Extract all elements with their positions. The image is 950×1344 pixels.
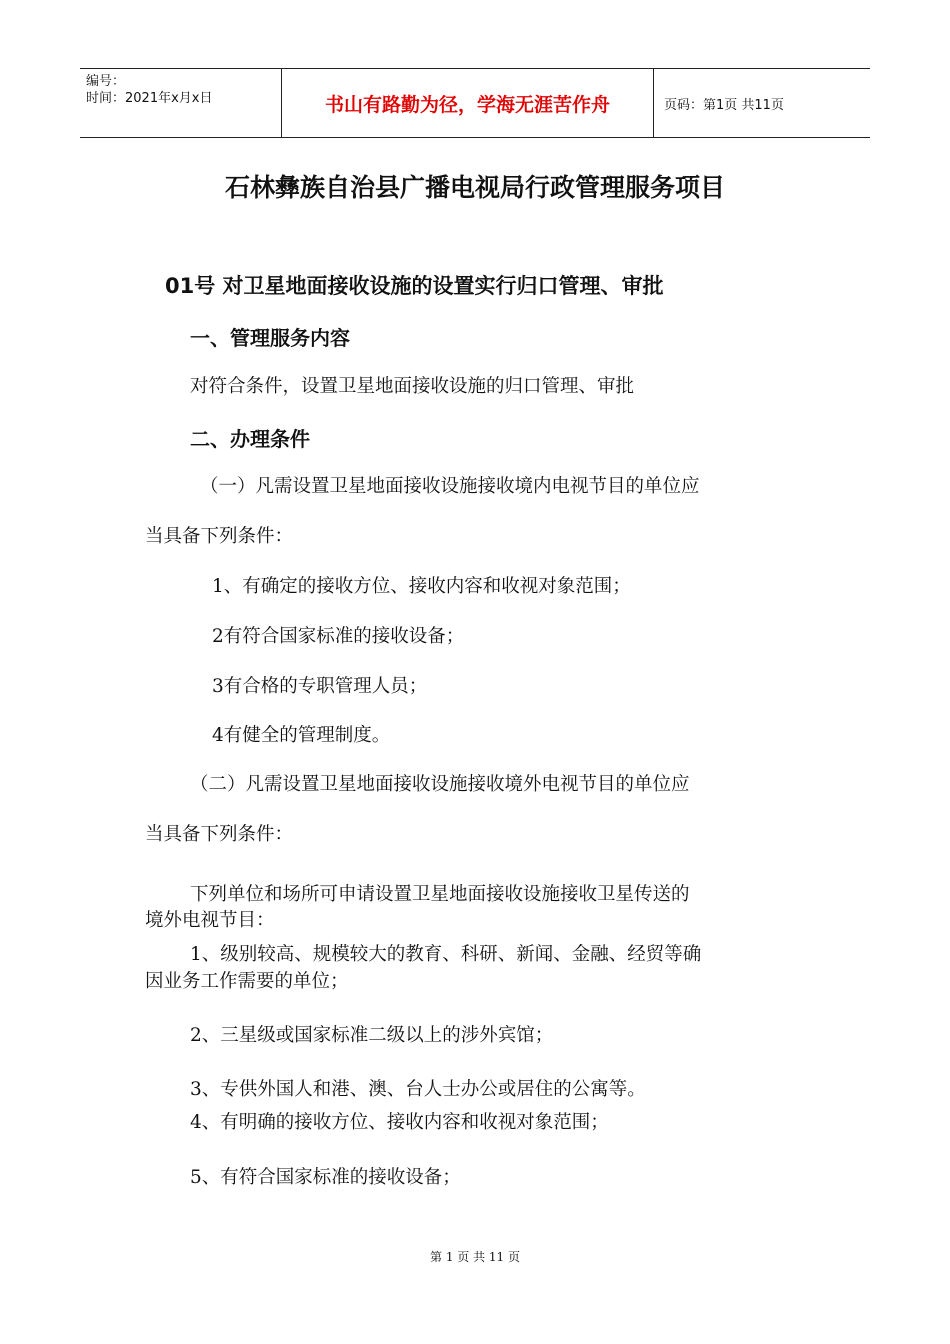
units-line1: 下列单位和场所可申请设置卫星地面接收设施接收卫星传送的 — [190, 884, 690, 905]
unit3: 3、专供外国人和港、澳、台人士办公或居住的公寓等。 — [190, 1079, 646, 1100]
unit5: 5、有符合国家标准的接收设备； — [190, 1167, 461, 1188]
section1-heading: 一、管理服务内容 — [190, 326, 350, 350]
condition1-item: 4有健全的管理制度。 — [212, 725, 391, 746]
page-info-cell — [654, 69, 870, 137]
motto-text: 书山有路勤为径，学海无涯苦作舟 — [324, 93, 610, 116]
condition2-line1: （二）凡需设置卫星地面接收设施接收境外电视节目的单位应 — [190, 774, 690, 795]
page-footer: 第 1 页 共 11 页 — [430, 1250, 520, 1264]
unit4: 4、有明确的接收方位、接收内容和收视对象范围； — [190, 1112, 609, 1133]
page-info-text: 页码：第1页 共11页 — [664, 97, 784, 113]
item-title: 01号 对卫星地面接收设施的设置实行归口管理、审批 — [165, 274, 664, 298]
header-meta-cell — [80, 69, 282, 137]
condition1-item: 2有符合国家标准的接收设备； — [212, 626, 465, 647]
condition1-item: 3有合格的专职管理人员； — [212, 676, 428, 697]
condition1-line1: （一）凡需设置卫星地面接收设施接收境内电视节目的单位应 — [200, 476, 700, 497]
time-label: 时间：2021年x月x日 — [86, 91, 213, 106]
condition2-line2: 当具备下列条件： — [145, 824, 294, 845]
section1-text: 对符合条件，设置卫星地面接收设施的归口管理、审批 — [190, 376, 635, 397]
header-table — [80, 68, 870, 138]
document-title: 石林彝族自治县广播电视局行政管理服务项目 — [224, 173, 725, 202]
unit2: 2、三星级或国家标准二级以上的涉外宾馆； — [190, 1025, 554, 1046]
motto-cell — [282, 69, 654, 137]
unit1-line2: 因业务工作需要的单位； — [145, 971, 349, 992]
unit1-line1: 1、级别较高、规模较大的教育、科研、新闻、金融、经贸等确 — [190, 944, 702, 965]
section2-heading: 二、办理条件 — [190, 427, 310, 451]
units-line2: 境外电视节目： — [145, 910, 275, 931]
condition1-item: 1、有确定的接收方位、接收内容和收视对象范围； — [212, 576, 631, 597]
number-label: 编号： — [86, 74, 126, 89]
condition1-line2: 当具备下列条件： — [145, 526, 294, 547]
